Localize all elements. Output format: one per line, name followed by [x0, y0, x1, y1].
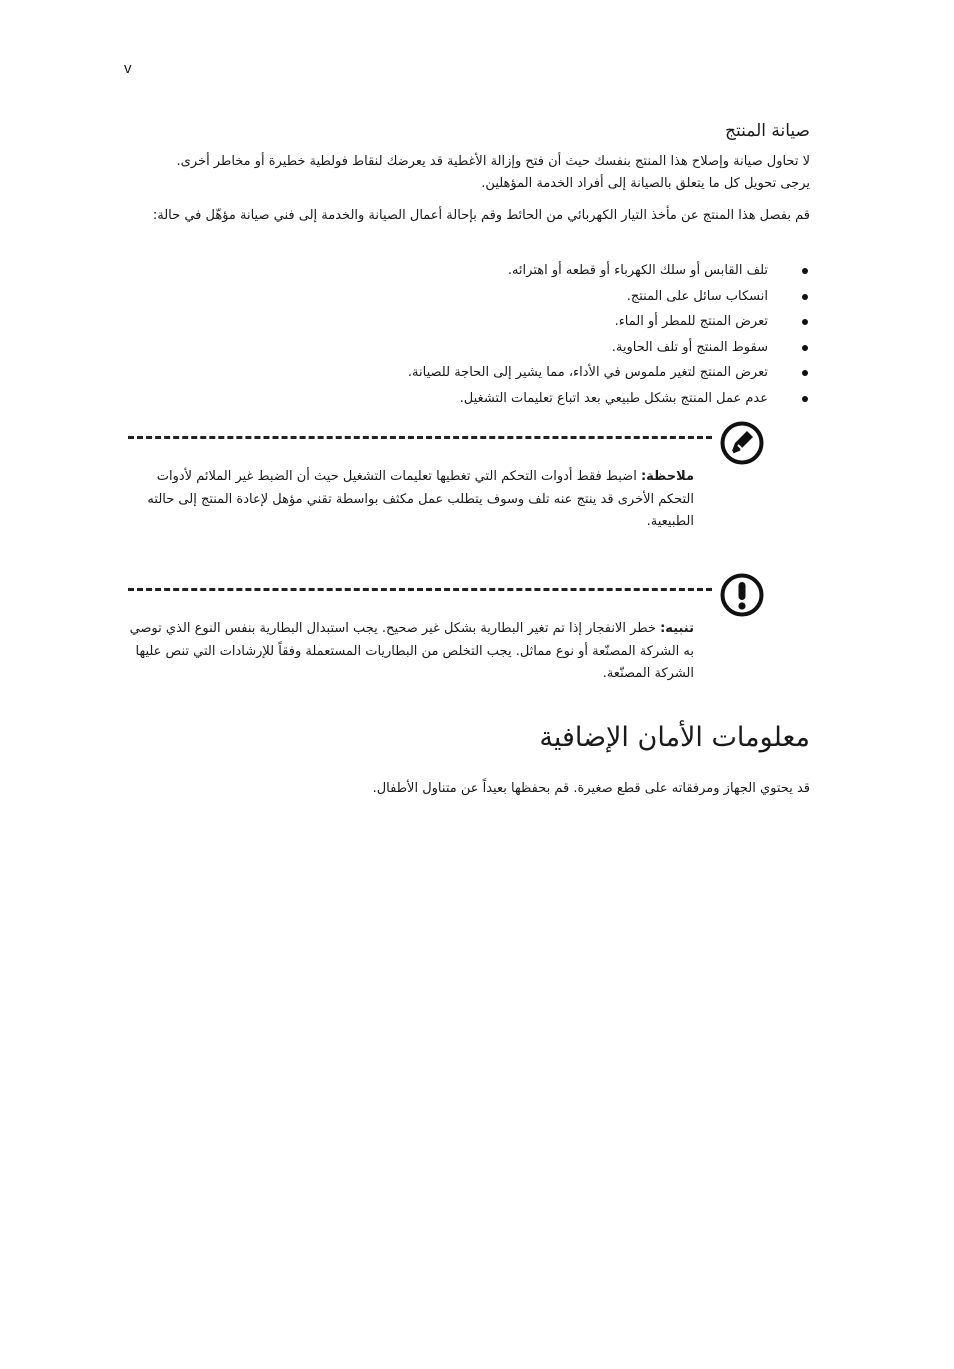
list-item-text: سقوط المنتج أو تلف الحاوية. — [611, 339, 768, 355]
list-item — [150, 360, 810, 386]
maintenance-paragraph-2: قم بفصل هذا المنتج عن مأخذ التيار الكهربائي من الحائط وقم بإحالة أعمال الصيانة والخدمة إلى فني صيانة مؤهّل في حالة: — [152, 208, 810, 223]
list-item — [150, 258, 810, 284]
bullet-icon — [802, 345, 808, 351]
caution-body: خطر الانفجار إذا تم تغير البطارية بشكل غير صحيح. يجب استبدال البطارية بنفس النوع الذي توصي به الشركة المصنّعة أو نوع مماثل. يجب التخلص من البطاريات المستعملة وفقاً للإرشادات التي تنص عليها الشركة المصنّعة. — [129, 621, 694, 681]
list-item — [150, 284, 810, 310]
caution-label: تنبيه: — [660, 621, 694, 636]
list-item-text: انسكاب سائل على المنتج. — [626, 288, 768, 304]
additional-safety-paragraph: قد يحتوي الجهاز ومرفقاته على قطع صغيرة. قم بحفظها بعيداً عن متناول الأطفال. — [372, 781, 810, 796]
bullet-icon — [802, 319, 808, 325]
list-item-text: تلف القابس أو سلك الكهرباء أو قطعه أو اهترائه. — [507, 263, 768, 278]
caution-divider — [128, 588, 712, 591]
maintenance-paragraph-1: لا تحاول صيانة وإصلاح هذا المنتج بنفسك حيث أن فتح وإزالة الأغطية قد يعرضك لنقاط فولطية خطيرة أو مخاطر أخرى. يرجى تحويل كل ما يتعلق بالصيانة إلى أفراد الخدمة المؤهلين. — [176, 154, 810, 191]
note-text — [124, 466, 694, 534]
maintenance-heading: صيانة المنتج — [725, 121, 810, 141]
note-divider — [128, 436, 712, 439]
list-item — [150, 335, 810, 361]
list-item-text: عدم عمل المنتج بشكل طبيعي بعد اتباع تعليمات التشغيل. — [459, 390, 768, 406]
maintenance-conditions-list — [150, 258, 810, 411]
note-pen-icon — [720, 421, 764, 465]
note-body: اضبط فقط أدوات التحكم التي تغطيها تعليمات التشغيل حيث أن الضبط غير الملائم لأدوات التحكم الأخرى قد ينتج عنه تلف وسوف يتطلب عمل مكثف بواسطة تقني مؤهل لإعادة المنتج إلى حالته الطبيعية. — [147, 469, 694, 529]
bullet-icon — [802, 268, 808, 274]
bullet-icon — [802, 396, 808, 402]
bullet-icon — [802, 294, 808, 300]
list-item — [150, 386, 810, 412]
bullet-icon — [802, 370, 808, 376]
caution-text — [124, 618, 694, 686]
page-number: v — [124, 60, 132, 77]
additional-safety-heading: معلومات الأمان الإضافية — [539, 722, 810, 753]
note-label: ملاحظة: — [640, 469, 694, 484]
list-item-text: تعرض المنتج للمطر أو الماء. — [614, 314, 768, 329]
list-item-text: تعرض المنتج لتغير ملموس في الأداء، مما يشير إلى الحاجة للصيانة. — [407, 365, 768, 380]
list-item — [150, 309, 810, 335]
exclamation-icon — [720, 573, 764, 617]
